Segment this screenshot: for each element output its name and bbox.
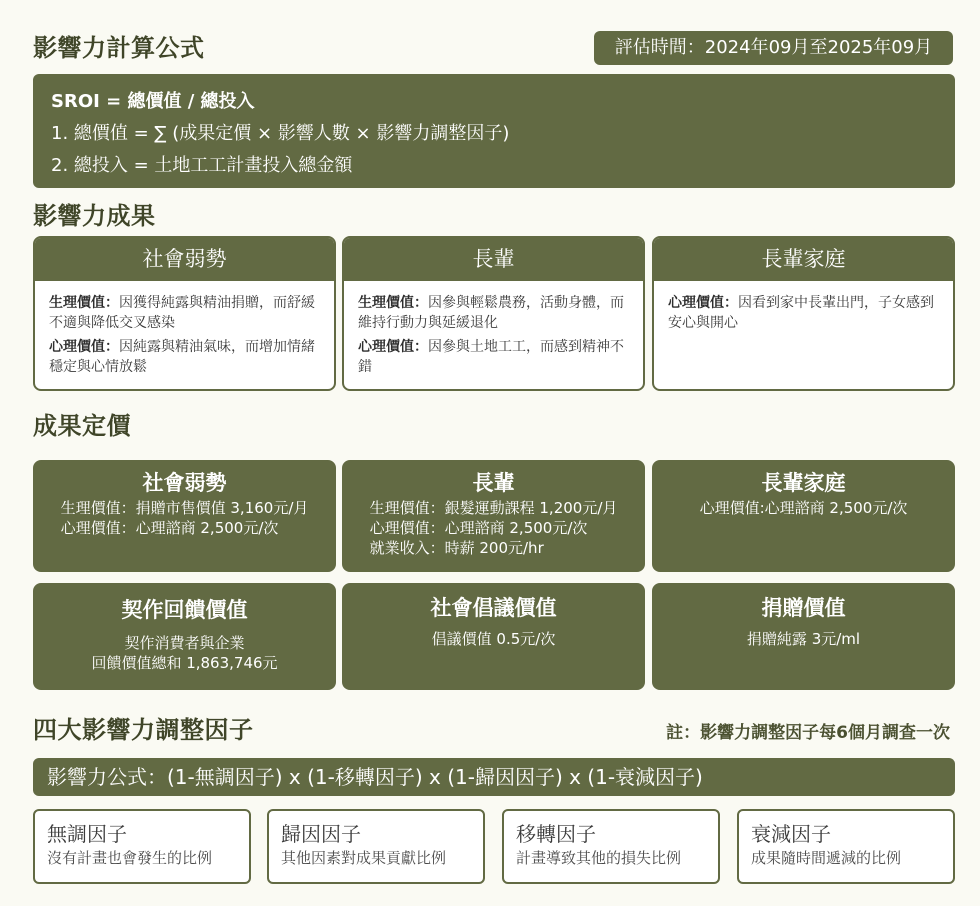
price-card-disadvantaged (33, 460, 336, 572)
factor-name: 歸因因子 (281, 822, 361, 846)
price-line: 心理價值:心理諮商 2,500元/次 (699, 499, 908, 517)
price-card-title: 捐贈價值 (761, 596, 846, 620)
outcome-card-elder-families (652, 236, 955, 391)
outcome-card-header: 長輩 (344, 238, 643, 281)
price-card-elders (342, 460, 645, 572)
outcome-card-header: 社會弱勢 (35, 238, 334, 281)
outcome-item-text: 因參與土地工工，而感到精神不錯 (358, 339, 624, 375)
outcome-item (358, 337, 631, 377)
price-line: 心理價值：心理諮商 2,500元/次 (369, 519, 588, 537)
outcome-item-text: 因純露與精油氣味，而增加情緒穩定與心情放鬆 (49, 339, 315, 375)
price-line: 捐贈純露 3元/ml (746, 630, 861, 648)
price-card-elder-families (652, 460, 955, 572)
outcome-item-label: 心理價值： (49, 339, 119, 355)
price-card-title: 長輩 (472, 471, 515, 495)
factor-card-attribution (267, 809, 485, 884)
factor-name: 無調因子 (47, 822, 127, 846)
outcome-item-text: 因獲得純露與精油捐贈，而舒緩不適與降低交叉感染 (49, 295, 315, 331)
factor-desc: 沒有計畫也會發生的比例 (47, 849, 213, 867)
formula-section-title: 影響力計算公式 (33, 34, 205, 62)
outcome-item-label: 心理價值： (668, 295, 738, 311)
impact-formula-bar: 影響力公式：(1-無調因子) x (1-移轉因子) x (1-歸因因子) x (1-衰減因子) (33, 758, 955, 796)
outcomes-section-title: 影響力成果 (33, 202, 156, 230)
total-value-formula-line: 1. 總價值 = ∑ (成果定價 × 影響人數 × 影響力調整因子) (51, 123, 510, 144)
evaluation-period-badge: 評估時間：2024年09月至2025年09月 (594, 31, 953, 65)
sroi-formula-box (33, 74, 955, 188)
factor-desc: 其他因素對成果貢獻比例 (281, 849, 447, 867)
price-line: 就業收入：時薪 200元/hr (369, 539, 544, 557)
outcome-item (668, 293, 941, 333)
outcome-card-elders (342, 236, 645, 391)
price-line: 倡議價值 0.5元/次 (431, 630, 556, 648)
outcome-item-text: 因參與輕鬆農務，活動身體，而維持行動力與延緩退化 (358, 295, 624, 331)
sroi-formula-line: SROI = 總價值 / 總投入 (51, 91, 255, 112)
total-input-formula-line: 2. 總投入 = 土地工工計畫投入總金額 (51, 155, 353, 176)
price-card-title: 長輩家庭 (761, 471, 846, 495)
factor-card-displacement (502, 809, 720, 884)
factors-section-title: 四大影響力調整因子 (33, 716, 254, 744)
survey-note: 註：影響力調整因子每6個月調查一次 (666, 723, 950, 743)
price-line: 生理價值：銀髮運動課程 1,200元/月 (369, 499, 618, 517)
factor-desc: 計畫導致其他的損失比例 (516, 849, 682, 867)
pricing-section-title: 成果定價 (33, 412, 131, 440)
price-card-title: 契作回饋價值 (121, 598, 248, 622)
outcome-item-text: 因看到家中長輩出門，子女感到安心與開心 (668, 295, 934, 331)
price-card-donation (652, 583, 955, 690)
outcome-item (49, 337, 322, 377)
factor-name: 移轉因子 (516, 822, 596, 846)
price-card-title: 社會弱勢 (142, 471, 227, 495)
outcome-item-label: 心理價值： (358, 339, 428, 355)
factor-desc: 成果隨時間遞減的比例 (751, 849, 902, 867)
price-line: 契作消費者與企業 (124, 634, 245, 652)
price-card-contract-feedback (33, 583, 336, 690)
outcome-item-label: 生理價值： (358, 295, 428, 311)
price-card-social-advocacy (342, 583, 645, 690)
factor-card-drop-off (737, 809, 955, 884)
outcome-card-disadvantaged (33, 236, 336, 391)
price-line: 回饋價值總和 1,863,746元 (91, 654, 278, 672)
factor-card-deadweight (33, 809, 251, 884)
price-card-title: 社會倡議價值 (430, 596, 557, 620)
factor-name: 衰減因子 (751, 822, 831, 846)
outcome-item (358, 293, 631, 333)
price-line: 心理價值：心理諮商 2,500元/次 (60, 519, 279, 537)
outcome-item (49, 293, 322, 333)
outcome-card-header: 長輩家庭 (654, 238, 953, 281)
outcome-item-label: 生理價值： (49, 295, 119, 311)
price-line: 生理價值：捐贈市售價值 3,160元/月 (60, 499, 309, 517)
